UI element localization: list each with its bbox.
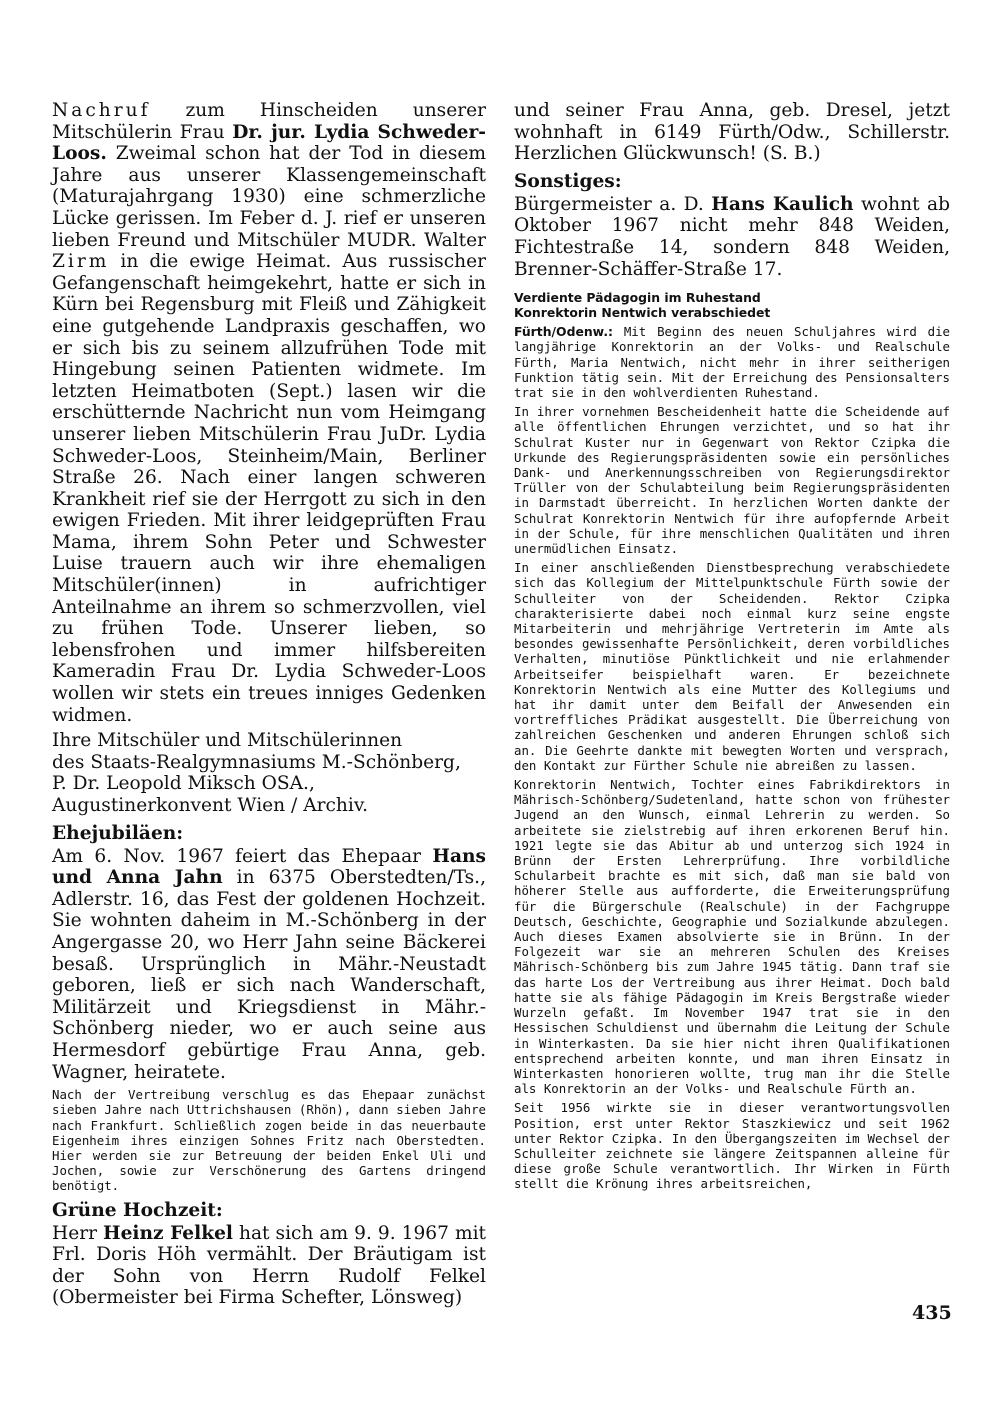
article-headline-line-1: Verdiente Pädagogin im Ruhestand [514, 290, 761, 306]
obituary-lead-rest: zum Hinscheiden unserer Mitschülerin Frau [52, 100, 486, 143]
sonstiges-rest: wohnt ab Oktober 1967 nicht mehr 848 Weiden, Fichtestraße 14, sondern 848 Weiden, Brenner-Schäffer-Straße 17. [514, 193, 950, 280]
heading-sonstiges: Sonstiges: [514, 170, 622, 192]
signature-line-1: Ihre Mitschüler und Mitschülerinnen [52, 730, 403, 752]
article-headline-line-2: Konrektorin Nentwich verabschiedet [514, 305, 771, 321]
ehejubilaeen-rest: in 6375 Oberstedten/Ts., Adlerstr. 16, das Fest der goldenen Hochzeit. Sie wohnten daheim in M.-Schönberg in der Angergasse 20, wo Herr Jahn seine Bäckerei besaß. Ursprünglich in Mähr.-Neustadt geboren, ließ er sich nach Wanderschaft, Militärzeit und Kriegsdienst in Mähr.-Schönberg nieder, wo er auch seine aus Hermesdorf gebürtige Frau Anna, geb. Wagner, heiratete. [52, 867, 486, 1083]
obituary-lead: Nachruf [52, 100, 151, 121]
ehejubilaeen-paragraph [52, 846, 486, 1084]
signature-line-2: des Staats-Realgymnasiums M.-Schönberg, [52, 751, 461, 773]
article-text-1: Mit Beginn des neuen Schuljahres wird die langjährige Konrektorin an der Volks- und Realschule Fürth, Maria Nentwich, nicht mehr in ihrer seitherigen Funktion tätig sein. Mit der Erreichung des Pensionsalters trat sie in den wohlverdienten Ruhestand. [514, 324, 950, 400]
sonstiges-start: Bürgermeister a. D. [514, 193, 712, 215]
obituary-text-1: Zweimal schon hat der Tod in diesem Jahre aus unserer Klassengemeinschaft (Maturajahrgang 1930) eine schmerzliche Lücke gerissen. Im Feber d. J. rief er unseren lieben Freund und Mitschüler MUDR. Walter [52, 143, 486, 251]
heading-ehejubilaeen: Ehejubiläen: [52, 822, 184, 844]
obituary-text-2: in die ewige Heimat. Aus russischer Gefangenschaft heimgekehrt, hatte er sich in Kürn bei Regensburg mit Fleiß und Zähigkeit eine gutgehende Landpraxis geschaffen, wo er sich bis zu seinem allzufrühen Tode mit Hingebung seinen Patienten widmete. Im letzten Heimatboten (Sept.) lasen wir die erschütternde Nachricht nun vom Heimgang unserer lieben Mitschülerin Frau JuDr. Lydia Schweder-Loos, Steinheim/Main, Berliner Straße 26. Nach einer langen schweren Krankheit rief sie der Herrgott zu sich in den ewigen Frieden. Mit ihrer leidgeprüften Frau Mama, ihrem Sohn Peter und Schwester Luise trauern auch wir ihre ehemaligen Mitschüler(innen) in aufrichtiger Anteilnahme an ihrem so schmerzvollen, viel zu frühen Tode. Unserer lieben, so lebensfrohen und immer hilfsbereiten Kameradin Frau Dr. Lydia Schweder-Loos wollen wir stets ein treues inniges Gedenken widmen. [52, 251, 486, 726]
article-paragraph-1 [514, 324, 950, 400]
sonstiges-paragraph [514, 194, 950, 280]
heading-gruene-hochzeit: Grüne Hochzeit: [52, 1199, 223, 1221]
obituary-signature [52, 730, 486, 816]
gruene-name: Heinz Felkel [103, 1222, 233, 1244]
article-headline [514, 290, 950, 320]
article-paragraph-3: In einer anschließenden Dienstbesprechung verabschiedete sich das Kollegium der Mittelpunktschule Fürth sowie der Schulleiter von der Scheidenden. Rektor Czipka charakterisierte dabei noch einmal kurz seine engste Mitarbeiterin und mehrjährige Vertreterin im Amte als besondes gewissenhafte Persönlichkeit, deren vorbildliches Verhalten, minutiöse Pünktlichkeit und nie erlahmender Arbeitseifer beispielhaft waren. Er bezeichnete Konrektorin Nentwich als eine Mutter des Kollegiums und hat ihr damit unter dem Beifall der Anwesenden ein vortreffliches Prädikat ausgestellt. Die Überreichung von zahlreichen Geschenken und anderen Ehrungen schloß sich an. Die Geehrte dankte mit bewegten Worten und versprach, den Kontakt zur Fürther Schule nie abreißen zu lassen. [514, 560, 950, 773]
page-number: 435 [912, 1302, 952, 1324]
signature-line-4: Augustinerkonvent Wien / Archiv. [52, 795, 369, 816]
article-paragraph-5: Seit 1956 wirkte sie in dieser verantwortungsvollen Position, erst unter Rektor Staszkiewicz und seit 1962 unter Rektor Czipka. In den Übergangszeiten im Wechsel der Schulleiter zeichnete sie längere Zeitspannen alleine für diese große Schule verantwortlich. Ihr Wirken in Fürth stellt die Krönung ihres arbeitsreichen, [514, 1100, 950, 1192]
ehejubilaeen-start: Am 6. Nov. 1967 feiert das Ehepaar [52, 845, 433, 867]
gruene-hochzeit-paragraph [52, 1223, 486, 1309]
article-paragraph-2: In ihrer vornehmen Bescheidenheit hatte die Scheidende auf alle öffentlichen Ehrungen verzichtet, und so hat ihr Schulrat Kuster nur in Gegenwart von Rektor Czipka die Urkunde des Regierungspräsidenten sowie ein persönliches Dank- und Anerkennungsschreiben von Regierungsdirektor Trüller von der Schulabteilung beim Regierungspräsidenten in Darmstadt überreicht. In herzlichen Worten dankte der Schulrat Konrektorin Nentwich für ihre aufopfernde Arbeit in der Schule, für ihre menschlichen Qualitäten und ihren unermüdlichen Einsatz. [514, 404, 950, 556]
obituary-paragraph [52, 100, 486, 726]
ehejubilaeen-names: Hans und Anna Jahn [52, 845, 486, 889]
gruene-start: Herr [52, 1222, 104, 1244]
obituary-name: Dr. jur. Lydia Schweder-Loos. [52, 121, 486, 165]
article-dateline: Fürth/Odenw.: [514, 324, 613, 340]
sonstiges-name: Hans Kaulich [711, 193, 854, 215]
continuation-paragraph: und seiner Frau Anna, geb. Dresel, jetzt wohnhaft in 6149 Fürth/Odw., Schillerstr. Herzlichen Glückwunsch! (S. B.) [514, 100, 950, 165]
ehejubilaeen-small-paragraph: Nach der Vertreibung verschlug es das Ehepaar zunächst sieben Jahre nach Uttrichshausen (Rhön), dann sieben Jahre nach Frankfurt. Schließlich zogen beide in das neuerbaute Eigenheim ihres einzigen Sohnes Fritz nach Oberstedten. Hier werden sie zur Betreuung der beiden Enkel Uli und Jochen, sowie zur Verschönerung des Gartens dringend benötigt. [52, 1087, 486, 1194]
signature-line-3: P. Dr. Leopold Miksch OSA., [52, 773, 315, 795]
left-column [52, 100, 486, 1313]
gruene-rest: hat sich am 9. 9. 1967 mit Frl. Doris Höh vermählt. Der Bräutigam ist der Sohn von Herrn Rudolf Felkel (Obermeister bei Firma Schefter, Lönsweg) [52, 1222, 487, 1309]
article-paragraph-4: Konrektorin Nentwich, Tochter eines Fabrikdirektors in Mährisch-Schönberg/Sudetenland, hatte schon von frühester Jugend an den Wunsch, einmal Lehrerin zu werden. So arbeitete sie zielstrebig auf ihren erkorenen Beruf hin. 1921 legte sie das Abitur ab und unterzog sich 1924 in Brünn der Ersten Lehrerprüfung. Ihre vorbildliche Schularbeit brachte es mit sich, daß man sie bald von höherer Stelle aus aufforderte, die Erweiterungsprüfung für die Bürgerschule (Realschule) in der Fachgruppe Deutsch, Geschichte, Geographie und Sozialkunde abzulegen. Auch dieses Examen absolvierte sie in Brünn. In der Folgezeit war sie an mehreren Schulen des Kreises Mährisch-Schönberg bis zum Jahre 1945 tätig. Dann traf sie das harte Los der Vertreibung aus ihrer Heimat. Doch bald hatte sie als fähige Pädagogin im Kreis Bergstraße wieder Wurzeln gefaßt. Im November 1947 trat sie in den Hessischen Schuldienst und übernahm die Leitung der Schule in Winterkasten. Da sie hier nicht ihren Qualifikationen entsprechend arbeiten konnte, und man ihren Einsatz in Winterkasten honorieren wollte, trug man ihr die Stelle als Konrektorin an der Volks- und Realschule Fürth an. [514, 777, 950, 1097]
right-column [514, 100, 950, 1196]
obituary-zirm: Zirm [52, 251, 110, 273]
